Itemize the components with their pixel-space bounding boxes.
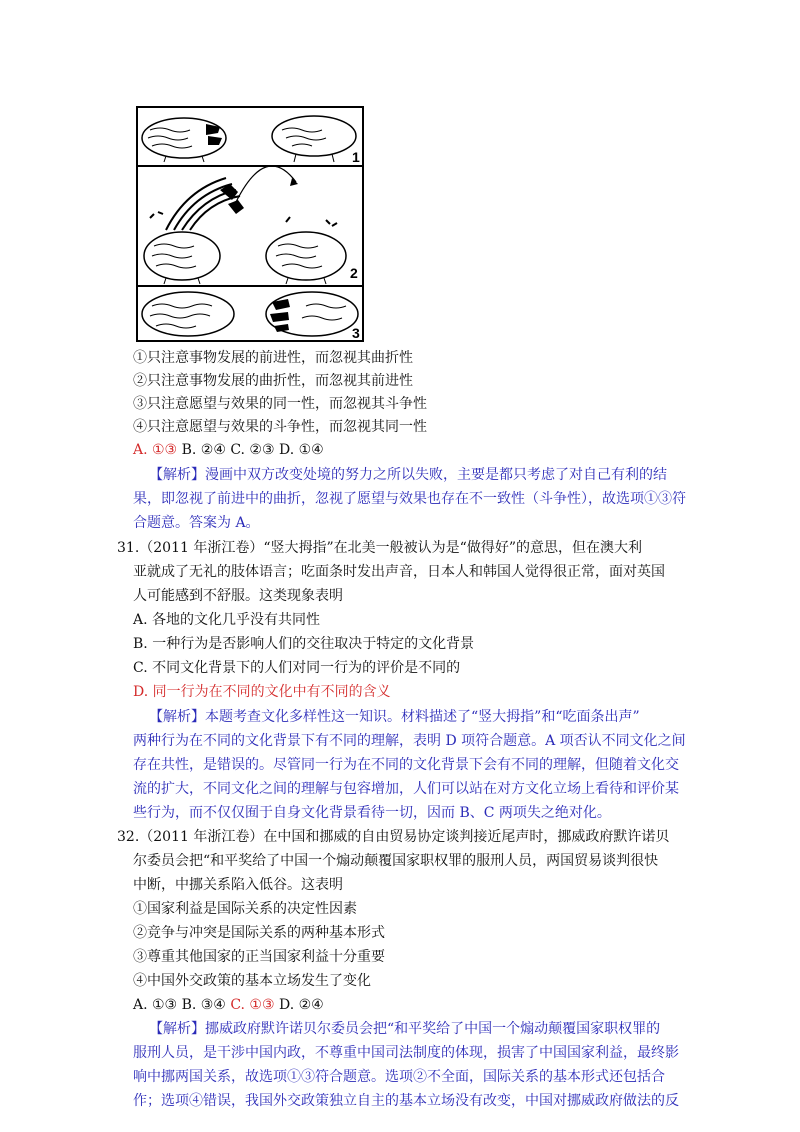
q30-statement-3: ③只注意愿望与效果的同一性，而忽视其斗争性	[133, 396, 427, 412]
q31-analysis-line-5: 些行为，而不仅仅囿于自身文化背景看待一切，因而 B、C 两项失之绝对化。	[133, 805, 611, 821]
q31-option-b: B. 一种行为是否影响人们的交往取决于特定的文化背景	[133, 636, 475, 652]
cartoon-label-2: 2	[350, 265, 358, 281]
cartoon-label-3: 3	[352, 325, 360, 341]
q31-stem-line-2: 亚就成了无礼的肢体语言；吃面条时发出声音，日本人和韩国人觉得很正常，面对英国	[133, 564, 665, 580]
q30-choice-rest: B. ②④ C. ②③ D. ①④	[177, 442, 324, 458]
q31-analysis-line-1: 【解析】本题考查文化多样性这一知识。材料描述了“竖大拇指”和“吃面条出声”	[149, 709, 640, 725]
q32-statement-4: ④中国外交政策的基本立场发生了变化	[133, 973, 371, 989]
cartoon-panel-2	[144, 166, 358, 284]
q31-analysis-line-2: 两种行为在不同的文化背景下有不同的理解，表明 D 项符合题意。A 项否认不同文化之间	[133, 733, 686, 749]
q30-analysis-line-1: 【解析】漫画中双方改变处境的努力之所以失败，主要是都只考虑了对自己有利的结	[149, 467, 667, 483]
q31-option-d: D. 同一行为在不同的文化中有不同的含义	[133, 684, 391, 700]
q31-option-a: A. 各地的文化几乎没有共同性	[133, 612, 321, 628]
q32-choices	[133, 994, 324, 1016]
q30-statement-4: ④只注意愿望与效果的斗争性，而忽视其同一性	[133, 419, 427, 435]
q32-analysis-line-4: 作；选项④错误，我国外交政策独立自主的基本立场没有改变，中国对挪威政府做法的反	[133, 1093, 679, 1109]
cartoon-label-1: 1	[352, 149, 360, 165]
q30-analysis-line-3: 合题意。答案为 A。	[133, 515, 260, 531]
q32-statement-3: ③尊重其他国家的正当国家利益十分重要	[133, 949, 385, 965]
cartoon-panel-1	[142, 116, 360, 165]
q32-analysis-line-1: 【解析】挪威政府默许诺贝尔委员会把“和平奖给了中国一个煽动颠覆国家职权罪的	[149, 1021, 661, 1037]
cartoon-panel-3	[142, 292, 360, 341]
cartoon-figure	[136, 106, 364, 342]
q32-stem-line-3: 中断，中挪关系陷入低谷。这表明	[133, 877, 343, 893]
q32-statement-1: ①国家利益是国际关系的决定性因素	[133, 901, 357, 917]
q32-choice-d: D. ②④	[274, 997, 324, 1013]
q31-stem-line-1: 31.（2011 年浙江卷）“竖大拇指”在北美一般被认为是“做得好”的意思，但在澳大利	[117, 540, 642, 556]
q30-choice-a: A. ①③	[133, 442, 178, 458]
q31-analysis-line-3: 存在共性，是错误的。尽管同一行为在不同的文化背景下会有不同的理解，但随着文化交	[133, 757, 679, 773]
q32-stem-line-1: 32.（2011 年浙江卷）在中国和挪威的自由贸易协定谈判接近尾声时，挪威政府默许诺贝	[117, 829, 670, 845]
q32-stem-line-2: 尔委员会把“和平奖给了中国一个煽动颠覆国家职权罪的服刑人员，两国贸易谈判很快	[133, 853, 659, 869]
q31-analysis-line-4: 流的扩大，不同文化之间的理解与包容增加，人们可以站在对方文化立场上看待和评价某	[133, 781, 679, 797]
q32-analysis-line-2: 服刑人员，是干涉中国内政，不尊重中国司法制度的体现，损害了中国国家利益，最终影	[133, 1045, 679, 1061]
q30-statement-1: ①只注意事物发展的前进性，而忽视其曲折性	[133, 350, 413, 366]
q30-statement-2: ②只注意事物发展的曲折性，而忽视其前进性	[133, 373, 413, 389]
q32-statement-2: ②竞争与冲突是国际关系的两种基本形式	[133, 925, 385, 941]
q31-stem-line-3: 人可能感到不舒服。这类现象表明	[133, 588, 343, 604]
q32-analysis-line-3: 响中挪两国关系，故选项①③符合题意。选项②不全面，国际关系的基本形式还包括合	[133, 1069, 665, 1085]
q30-analysis-line-2: 果，即忽视了前进中的曲折，忽视了愿望与效果也存在不一致性（斗争性），故选项①③符	[133, 491, 686, 507]
q30-choices	[133, 439, 324, 461]
q32-choice-ab: A. ①③ B. ③④	[133, 997, 231, 1013]
q32-choice-c: C. ①③	[230, 997, 275, 1013]
q31-option-c: C. 不同文化背景下的人们对同一行为的评价是不同的	[133, 660, 461, 676]
